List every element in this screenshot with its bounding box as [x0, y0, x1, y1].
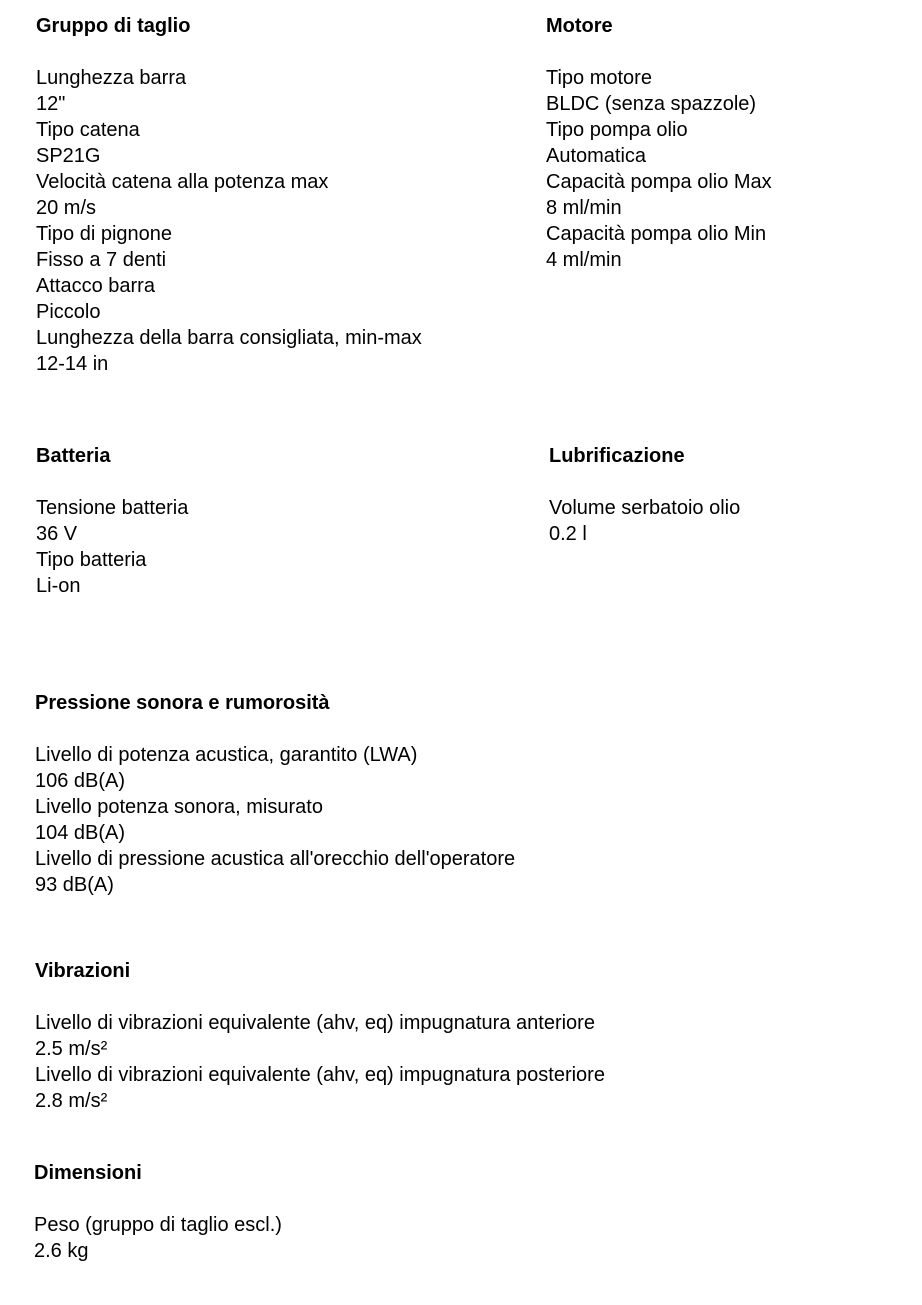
spec-label: Tipo motore: [546, 67, 652, 89]
section-battery: [36, 443, 188, 599]
spec-value: 2.5 m/s²: [35, 1038, 108, 1060]
spec-value: 8 ml/min: [546, 197, 622, 219]
spec-value: 106 dB(A): [35, 770, 126, 792]
spec-value: 2.8 m/s²: [35, 1090, 108, 1112]
spec-value: 36 V: [36, 523, 78, 545]
spec-label: Lunghezza barra: [36, 67, 187, 89]
spec-value: 93 dB(A): [35, 874, 114, 896]
section-title: Vibrazioni: [35, 960, 131, 982]
spec-label: Lunghezza della barra consigliata, min-max: [36, 327, 422, 349]
spec-label: Livello di pressione acustica all'orecchio dell'operatore: [35, 848, 516, 870]
spec-value: 4 ml/min: [546, 249, 622, 271]
spec-value: BLDC (senza spazzole): [546, 93, 757, 115]
spec-label: Livello di vibrazioni equivalente (ahv, eq) impugnatura anteriore: [35, 1012, 595, 1034]
spec-label: Tipo batteria: [36, 549, 147, 571]
spacer: [34, 1186, 282, 1212]
spec-label: Livello potenza sonora, misurato: [35, 796, 323, 818]
spacer: [35, 984, 605, 1010]
section-title: Batteria: [36, 445, 111, 467]
spec-label: Livello di potenza acustica, garantito (LWA): [35, 744, 418, 766]
spec-label: Attacco barra: [36, 275, 155, 297]
spec-value: 12": [36, 93, 66, 115]
spacer: [546, 39, 772, 65]
spacer: [36, 39, 422, 65]
section-motor: [546, 13, 772, 273]
section-lubrication: [549, 443, 740, 547]
spec-label: Velocità catena alla potenza max: [36, 171, 329, 193]
section-title: Gruppo di taglio: [36, 15, 191, 37]
section-dimensions: [34, 1160, 282, 1264]
spec-value: 104 dB(A): [35, 822, 126, 844]
section-title: Lubrificazione: [549, 445, 685, 467]
spec-value: Li-on: [36, 575, 81, 597]
spec-value: Piccolo: [36, 301, 101, 323]
section-title: Dimensioni: [34, 1162, 142, 1184]
spec-label: Tipo pompa olio: [546, 119, 688, 141]
spec-value: SP21G: [36, 145, 101, 167]
spec-label: Volume serbatoio olio: [549, 497, 741, 519]
spec-value: Fisso a 7 denti: [36, 249, 167, 271]
spec-label: Capacità pompa olio Max: [546, 171, 772, 193]
spec-value: 2.6 kg: [34, 1240, 89, 1262]
spec-value: 0.2 l: [549, 523, 587, 545]
spec-value: 20 m/s: [36, 197, 97, 219]
spec-label: Tipo catena: [36, 119, 140, 141]
spec-label: Peso (gruppo di taglio escl.): [34, 1214, 282, 1236]
section-title: Motore: [546, 15, 613, 37]
section-cutting-group: [36, 13, 422, 377]
section-title: Pressione sonora e rumorosità: [35, 692, 330, 714]
spec-label: Capacità pompa olio Min: [546, 223, 767, 245]
spacer: [549, 469, 740, 495]
spacer: [35, 716, 515, 742]
section-noise: [35, 690, 515, 898]
spec-value: Automatica: [546, 145, 647, 167]
spec-label: Livello di vibrazioni equivalente (ahv, eq) impugnatura posteriore: [35, 1064, 605, 1086]
spec-label: Tensione batteria: [36, 497, 189, 519]
spec-label: Tipo di pignone: [36, 223, 173, 245]
spec-value: 12-14 in: [36, 353, 109, 375]
spacer: [36, 469, 188, 495]
section-vibration: [35, 958, 605, 1114]
